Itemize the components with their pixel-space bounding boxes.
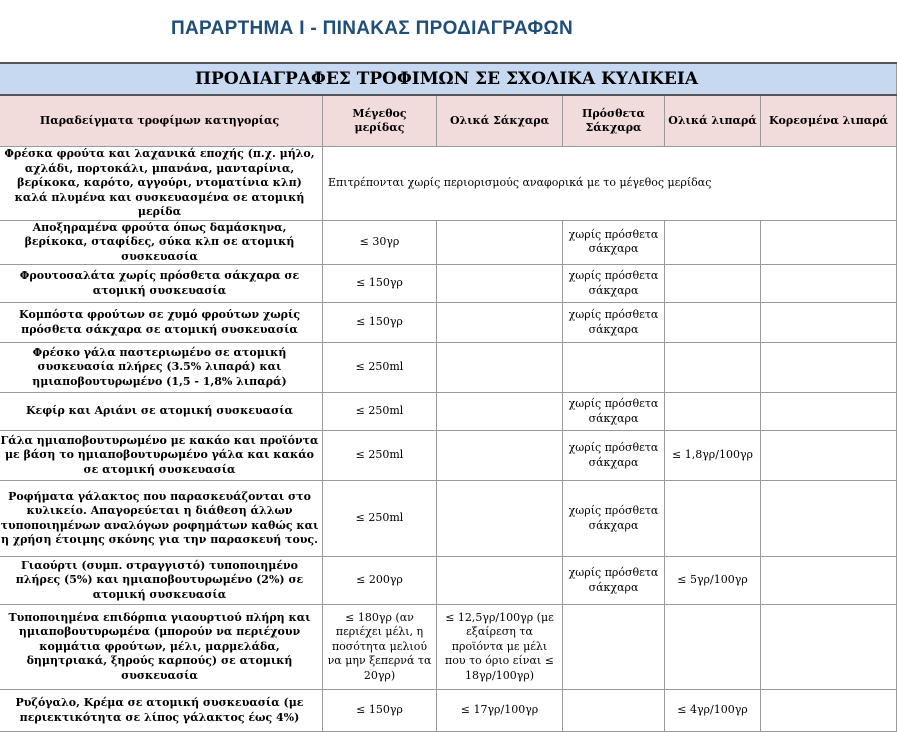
portion-cell: ≤ 250ml — [323, 431, 437, 481]
saturated-fat-cell — [761, 265, 897, 303]
saturated-fat-cell — [761, 303, 897, 343]
food-cell: Γάλα ημιαποβουτυρωμένο με κακάο και προϊόντα με βάση το ημιαποβουτυρωμένο γάλα και κακάο σε ατομική συσκευασία — [0, 431, 323, 481]
table-row — [0, 265, 897, 303]
header-food-examples: Παραδείγματα τροφίμων κατηγορίας — [0, 95, 323, 147]
table-title: ΠΡΟΔΙΑΓΡΑΦΕΣ ΤΡΟΦΙΜΩΝ ΣΕ ΣΧΟΛΙΚΑ ΚΥΛΙΚΕΙΑ — [0, 63, 897, 95]
food-cell: Φρουτοσαλάτα χωρίς πρόσθετα σάκχαρα σε ατομική συσκευασία — [0, 265, 323, 303]
food-cell: Ρυζόγαλο, Κρέμα σε ατομική συσκευασία (με περιεκτικότητα σε λίπος γάλακτος έως 4%) — [0, 690, 323, 732]
table-row — [0, 481, 897, 557]
table-row — [0, 393, 897, 431]
saturated-fat-cell — [761, 431, 897, 481]
saturated-fat-cell — [761, 557, 897, 605]
table-row — [0, 557, 897, 605]
total-fat-cell: ≤ 4γρ/100γρ — [665, 690, 761, 732]
portion-cell: ≤ 150γρ — [323, 690, 437, 732]
saturated-fat-cell — [761, 605, 897, 690]
total-fat-cell — [665, 481, 761, 557]
total-fat-cell — [665, 393, 761, 431]
portion-cell: ≤ 150γρ — [323, 265, 437, 303]
total-fat-cell — [665, 220, 761, 265]
added-sugars-cell: χωρίς πρόσθετα σάκχαρα — [563, 220, 665, 265]
food-cell: Γιαούρτι (συμπ. στραγγιστό) τυποποιημένο πλήρες (5%) και ημιαποβουτυρωμένο (2%) σε ατομική συσκευασία — [0, 557, 323, 605]
total-sugars-cell — [437, 431, 563, 481]
table-row — [0, 220, 897, 265]
specifications-table-container — [0, 62, 896, 732]
table-row — [0, 343, 897, 393]
added-sugars-cell — [563, 690, 665, 732]
header-added-sugars: Πρόσθετα Σάκχαρα — [563, 95, 665, 147]
header-total-fat: Ολικά λιπαρά — [665, 95, 761, 147]
total-fat-cell: ≤ 5γρ/100γρ — [665, 557, 761, 605]
total-sugars-cell — [437, 343, 563, 393]
added-sugars-cell: χωρίς πρόσθετα σάκχαρα — [563, 265, 665, 303]
total-fat-cell — [665, 605, 761, 690]
saturated-fat-cell — [761, 690, 897, 732]
added-sugars-cell — [563, 343, 665, 393]
added-sugars-cell: χωρίς πρόσθετα σάκχαρα — [563, 393, 665, 431]
total-fat-cell — [665, 303, 761, 343]
table-row — [0, 690, 897, 732]
food-cell: Ροφήματα γάλακτος που παρασκευάζονται στο κυλικείο. Απαγορεύεται η διάθεση άλλων τυποποιημένων αναλόγων ροφημάτων καθώς και η χρήση έτοιμης σκόνης για την παρασκευή τους. — [0, 481, 323, 557]
header-saturated-fat: Κορεσμένα λιπαρά — [761, 95, 897, 147]
added-sugars-cell — [563, 605, 665, 690]
total-sugars-cell — [437, 393, 563, 431]
portion-cell: ≤ 30γρ — [323, 220, 437, 265]
food-cell: Φρέσκα φρούτα και λαχανικά εποχής (π.χ. μήλο, αχλάδι, πορτοκάλι, μπανάνα, μανταρίνια, βερίκοκα, καρότο, αγγούρι, ντοματίνια κλπ) καλά πλυμένα και συσκευασμένα σε ατομική μερίδα — [0, 147, 323, 221]
table-row — [0, 431, 897, 481]
food-cell: Κομπόστα φρούτων σε χυμό φρούτων χωρίς πρόσθετα σάκχαρα σε ατομική συσκευασία — [0, 303, 323, 343]
total-sugars-cell — [437, 303, 563, 343]
total-sugars-cell — [437, 481, 563, 557]
total-fat-cell — [665, 265, 761, 303]
added-sugars-cell: χωρίς πρόσθετα σάκχαρα — [563, 481, 665, 557]
header-portion-size: Μέγεθος μερίδας — [323, 95, 437, 147]
food-cell: Κεφίρ και Αριάνι σε ατομική συσκευασία — [0, 393, 323, 431]
table-row — [0, 147, 897, 221]
portion-cell: ≤ 250ml — [323, 481, 437, 557]
saturated-fat-cell — [761, 343, 897, 393]
saturated-fat-cell — [761, 393, 897, 431]
saturated-fat-cell — [761, 481, 897, 557]
added-sugars-cell: χωρίς πρόσθετα σάκχαρα — [563, 303, 665, 343]
unrestricted-note: Επιτρέπονται χωρίς περιορισμούς αναφορικά με το μέγεθος μερίδας — [323, 147, 897, 221]
header-row — [0, 95, 897, 147]
saturated-fat-cell — [761, 220, 897, 265]
food-cell: Αποξηραμένα φρούτα όπως δαμάσκηνα, βερίκοκα, σταφίδες, σύκα κλπ σε ατομική συσκευασία — [0, 220, 323, 265]
header-total-sugars: Ολικά Σάκχαρα — [437, 95, 563, 147]
food-cell: Τυποποιημένα επιδόρπια γιαουρτιού πλήρη και ημιαποβουτυρωμένα (μπορούν να περιέχουν κομμάτια φρούτων, μέλι, μαρμελάδα, δημητριακά, ξηρούς καρπούς) σε ατομική συσκευασία — [0, 605, 323, 690]
total-sugars-cell — [437, 265, 563, 303]
total-sugars-cell — [437, 220, 563, 265]
table-title-row — [0, 63, 897, 95]
total-sugars-cell: ≤ 17γρ/100γρ — [437, 690, 563, 732]
total-fat-cell: ≤ 1,8γρ/100γρ — [665, 431, 761, 481]
total-sugars-cell — [437, 557, 563, 605]
portion-cell: ≤ 150γρ — [323, 303, 437, 343]
added-sugars-cell: χωρίς πρόσθετα σάκχαρα — [563, 557, 665, 605]
total-fat-cell — [665, 343, 761, 393]
table-row — [0, 303, 897, 343]
total-sugars-cell: ≤ 12,5γρ/100γρ (με εξαίρεση τα προϊόντα με μέλι που το όριο είναι ≤ 18γρ/100γρ) — [437, 605, 563, 690]
added-sugars-cell: χωρίς πρόσθετα σάκχαρα — [563, 431, 665, 481]
portion-cell: ≤ 180γρ (αν περιέχει μέλι, η ποσότητα μελιού να μην ξεπερνά τα 20γρ) — [323, 605, 437, 690]
page-title: ΠΑΡΑΡΤΗΜΑ Ι - ΠΙΝΑΚΑΣ ΠΡΟΔΙΑΓΡΑΦΩΝ — [171, 18, 573, 39]
food-cell: Φρέσκο γάλα παστεριωμένο σε ατομική συσκευασία πλήρες (3.5% λιπαρά) και ημιαποβουτυρωμένο (1,5 - 1,8% λιπαρά) — [0, 343, 323, 393]
specifications-table — [0, 62, 897, 732]
portion-cell: ≤ 200γρ — [323, 557, 437, 605]
table-row — [0, 605, 897, 690]
portion-cell: ≤ 250ml — [323, 393, 437, 431]
portion-cell: ≤ 250ml — [323, 343, 437, 393]
